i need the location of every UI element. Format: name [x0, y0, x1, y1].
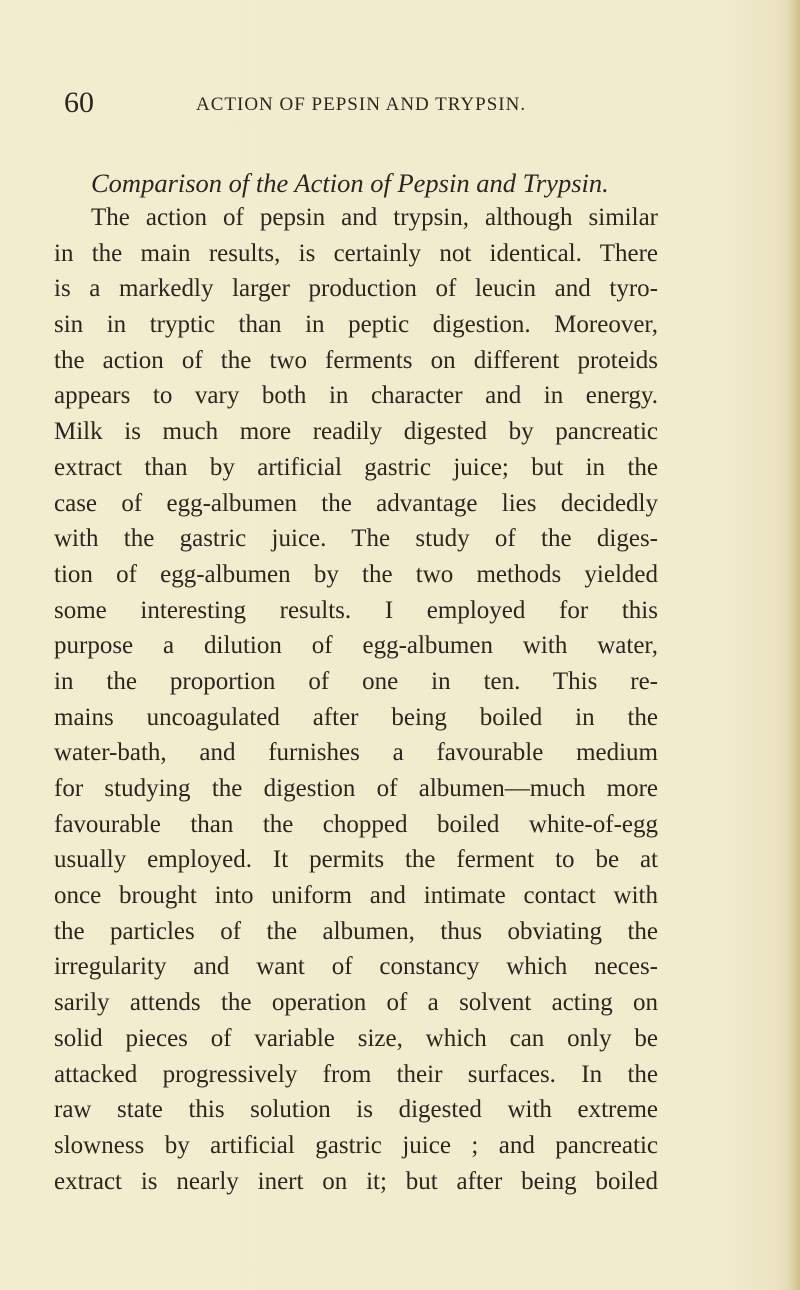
text-line: The action of pepsin and trypsin, although similar: [91, 204, 658, 231]
text-line: usually employed. It permits the ferment to be at: [54, 846, 658, 874]
text-line: with the gastric juice. The study of the diges-: [54, 525, 658, 553]
text-line: the particles of the albumen, thus obviating the: [54, 917, 658, 945]
text-line: slowness by artificial gastric juice ; and pancreatic: [54, 1131, 658, 1159]
text-line: in the proportion of one in ten. This re-: [54, 667, 658, 695]
text-line: irregularity and want of constancy which neces-: [54, 953, 658, 981]
section-title: Comparison of the Action of Pepsin and Trypsin.: [91, 168, 609, 198]
text-line: attacked progressively from their surfaces. In the: [54, 1060, 658, 1088]
text-line: in the main results, is certainly not identical. There: [54, 239, 658, 267]
text-line: mains uncoagulated after being boiled in the: [54, 703, 658, 731]
page-number: 60: [64, 86, 94, 119]
text-line: tion of egg-albumen by the two methods yielded: [54, 560, 658, 588]
text-line: for studying the digestion of albumen—much more: [54, 775, 658, 802]
running-head: ACTION OF PEPSIN AND TRYPSIN.: [196, 94, 527, 115]
text-line: the action of the two ferments on different proteids: [54, 346, 658, 374]
text-line: once brought into uniform and intimate contact with: [54, 882, 658, 910]
text-line: Milk is much more readily digested by pancreatic: [54, 418, 658, 446]
text-line: some interesting results. I employed for this: [54, 596, 658, 624]
text-line: purpose a dilution of egg-albumen with water,: [54, 632, 658, 660]
text-line: raw state this solution is digested with extreme: [54, 1096, 658, 1124]
text-line: sin in tryptic than in peptic digestion. Moreover,: [54, 311, 658, 339]
text-line: appears to vary both in character and in energy.: [54, 382, 658, 410]
text-line: is a markedly larger production of leucin and tyro-: [54, 275, 658, 303]
text-line: solid pieces of variable size, which can only be: [54, 1024, 658, 1052]
text-line: extract than by artificial gastric juice; but in the: [54, 453, 658, 481]
page-edge-shadow: [788, 0, 800, 1290]
text-line: favourable than the chopped boiled white-of-egg: [54, 810, 658, 838]
body-text: [54, 200, 658, 1199]
text-line: water-bath, and furnishes a favourable medium: [54, 739, 658, 767]
page-header: [64, 86, 704, 120]
text-line: extract is nearly inert on it; but after being boiled: [54, 1167, 658, 1195]
text-line: sarily attends the operation of a solvent acting on: [54, 989, 658, 1017]
text-line: case of egg-albumen the advantage lies decidedly: [54, 489, 658, 517]
